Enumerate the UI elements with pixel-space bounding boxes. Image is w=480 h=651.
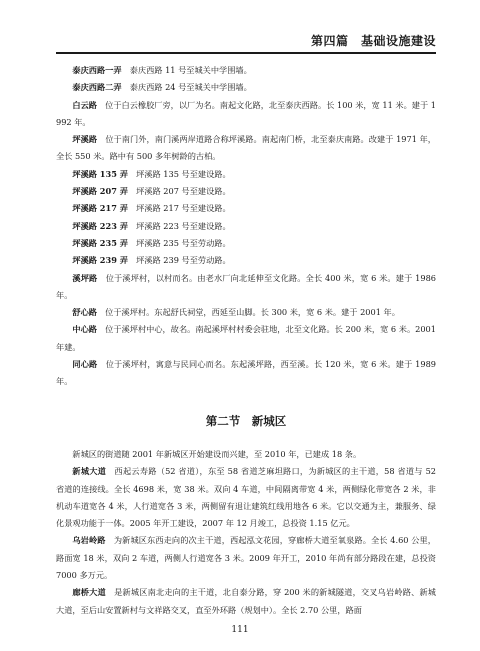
street-name: 泰庆西路二弄	[72, 82, 122, 93]
street-name: 坪溪路 223 弄	[72, 220, 128, 231]
entry-paragraph	[56, 584, 436, 619]
street-description: 泰庆西路 24 号至城关中学围墙。	[121, 82, 252, 93]
page-number: 111	[231, 625, 249, 635]
street-description: 位于溪坪村。东起舒氏祠堂，西延至山脚。长 300 米，宽 6 米。建于 2001 年。	[96, 307, 400, 318]
street-description: 西起云寿路（52 省道），东至 58 省道芝麻坦路口，为新城区的主干道，58 省道与 52 省道的连接线。全长 4698 米，宽 38 米。双向 4 车道，中间隔离带宽 4 米，两侧绿化带宽各 2 米，非机动车道宽各 4 米，人行道宽各 3 米，两侧留有退让建筑红线用地各 6 米。它以交通为主，兼服务、绿化景观功能于一体。2005 年开工建设，2007 年 12 月竣工，总投资 1.15 亿元。	[56, 466, 436, 529]
entry-paragraph	[56, 321, 436, 356]
street-description: 是新城区南北走向的主干道，北自泰分路，穿 200 米的新城隧道，交叉乌岩岭路、新城大道，至后山安置新村与文祥路交叉，直至外环路（规划中）。全长 2.70 公里，路面	[56, 587, 436, 615]
street-description: 坪溪路 135 号至建设路。	[127, 168, 231, 179]
street-description: 位于溪坪村，寓意与民同心而名。东起溪坪路，西至溪。长 120 米，宽 6 米。建于 1989 年。	[56, 359, 436, 387]
entry-paragraph	[56, 131, 436, 166]
entry-paragraph	[56, 252, 436, 269]
street-name: 新城大道	[72, 466, 107, 477]
entry-paragraph	[56, 79, 436, 96]
page-header	[56, 32, 436, 54]
street-name: 溪坪路	[72, 272, 98, 283]
street-name: 坪溪路 207 弄	[72, 186, 128, 197]
street-name: 坪溪路 235 弄	[72, 237, 128, 248]
entry-paragraph	[56, 304, 436, 321]
street-name: 舒心路	[72, 307, 97, 318]
entry-paragraph	[56, 270, 436, 305]
header-rule	[56, 52, 436, 54]
street-description: 为新城区东西走向的次主干道，西起泓文花园，穿廊桥大道至氧泉路。全长 4.60 公里，路面宽 18 米，双向 2 车道，两侧人行道宽各 3 米。2009 年开工，2010 年尚有部分路段在建，总投资 7000 多万元。	[56, 535, 436, 581]
street-description: 坪溪路 207 号至建设路。	[127, 186, 231, 197]
street-description: 位于南门外，南门溪两岸道路合称坪溪路。南起南门桥，北至泰庆南路。改建于 1971 年，全长 550 米。路中有 500 多年树龄的古柏。	[56, 134, 436, 162]
entry-paragraph	[56, 218, 436, 235]
street-name: 坪溪路 217 弄	[72, 203, 128, 214]
street-description: 坪溪路 223 号至建设路。	[127, 220, 231, 231]
street-description: 坪溪路 217 号至建设路。	[127, 203, 231, 214]
street-description: 位于溪坪村中心，故名。南起溪坪村村委会驻地，北至文化路。长 200 米，宽 6 米。2001 年建。	[56, 324, 436, 352]
entry-paragraph	[56, 97, 436, 132]
entry-paragraph	[56, 463, 436, 532]
page-content	[56, 62, 436, 619]
header-title: 第四篇 基础设施建设	[310, 34, 436, 48]
street-name: 中心路	[72, 324, 97, 335]
street-description: 位于溪坪村，以村而名。由老水厂向北延伸至文化路。全长 400 米，宽 6 米。建于 1986 年。	[56, 272, 436, 300]
street-name: 白云路	[72, 99, 97, 110]
entry-paragraph	[56, 356, 436, 391]
intro-paragraph: 新城区的街道随 2001 年新城区开始建设而兴建，至 2010 年，已建成 18 条。	[72, 448, 362, 459]
entry-paragraph	[56, 200, 436, 217]
street-description: 坪溪路 235 号至劳动路。	[127, 237, 231, 248]
entry-paragraph	[56, 166, 436, 183]
street-description: 位于白云橡胶厂旁，以厂为名。南起文化路，北至泰庆西路。长 100 米，宽 11 米。建于 1992 年。	[56, 99, 436, 127]
section-heading: 第二节 新城区	[205, 413, 287, 428]
entry-paragraph	[56, 62, 436, 79]
street-name: 坪溪路 135 弄	[72, 168, 128, 179]
street-name: 乌岩岭路	[72, 535, 106, 546]
street-name: 同心路	[72, 359, 98, 370]
entry-paragraph	[56, 183, 436, 200]
entry-paragraph	[56, 532, 436, 584]
street-description: 泰庆西路 11 号至城关中学围墙。	[121, 65, 252, 75]
street-name: 泰庆西路一弄	[72, 65, 122, 75]
street-name: 坪溪路	[72, 134, 98, 145]
street-description: 坪溪路 239 号至劳动路。	[127, 255, 231, 266]
entry-paragraph	[56, 235, 436, 252]
street-name: 廊桥大道	[72, 587, 106, 598]
street-name: 坪溪路 239 弄	[72, 255, 128, 266]
